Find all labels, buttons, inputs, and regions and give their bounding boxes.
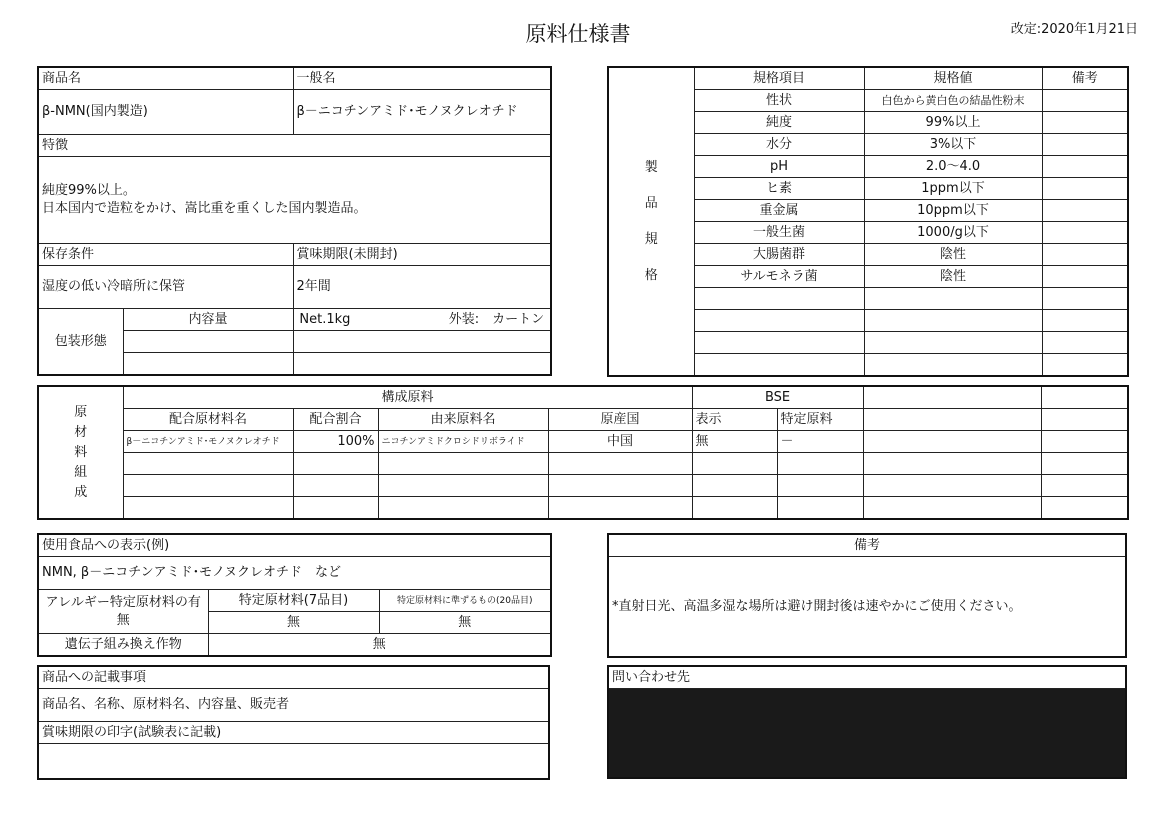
spec-side-char: 規 [644, 231, 658, 247]
materials-side-char: 材 [74, 424, 88, 440]
shelf-life-label: 賞味期限(未開封) [293, 244, 551, 266]
spec-side-label [608, 67, 694, 376]
bse-header: BSE [692, 386, 863, 409]
remarks-title: 備考 [608, 534, 1126, 557]
col-header-specific: 特定原料 [777, 409, 863, 431]
spec-item: サルモネラ菌 [694, 266, 864, 288]
spec-value: 1000/g以下 [864, 222, 1042, 244]
spec-table [607, 66, 1129, 377]
materials-side-char: 組 [74, 464, 88, 480]
product-info-table [37, 66, 552, 376]
package-notes-items: 商品名、名称、原材料名、内容量、販売者 [38, 689, 549, 722]
ingredient-ratio: 100% [293, 431, 378, 453]
features-line: 日本国内で造粒をかけ、嵩比重を重くした国内製造品。 [42, 201, 367, 216]
shelf-life-value: 2年間 [293, 266, 551, 309]
spec-side-char: 品 [644, 195, 658, 211]
expiry-print-note: 賞味期限の印字(試験表に記載) [38, 722, 549, 744]
spec-side-char: 格 [644, 267, 658, 283]
allergy-20-value: 無 [379, 612, 551, 634]
ingredient-source: ニコチンアミドクロシドリボライド [378, 431, 548, 453]
labeling-title: 使用食品への表示(例) [38, 534, 551, 557]
package-notes-title: 商品への記載事項 [38, 666, 549, 689]
remarks-text: *直射日光、高温多湿な場所は避け開封後は速やかにご使用ください。 [608, 557, 1126, 658]
spec-item: 純度 [694, 112, 864, 134]
storage-label: 保存条件 [38, 244, 293, 266]
materials-table [37, 385, 1129, 520]
outer-label: 外装: カートン [448, 311, 545, 327]
ingredient-display: 無 [692, 431, 777, 453]
spec-side-char: 製 [644, 159, 658, 175]
product-name-label: 商品名 [38, 67, 293, 90]
spec-item: 大腸菌群 [694, 244, 864, 266]
table-row [38, 431, 1128, 453]
package-notes-table [37, 665, 550, 780]
spec-value: 白色から黄白色の結晶性粉末 [864, 90, 1042, 112]
spec-value: 10ppm以下 [864, 200, 1042, 222]
labeling-example: NMN, β－ニコチンアミド･モノヌクレオチド など [38, 557, 551, 590]
packaging-values [293, 309, 551, 331]
allergy-7-label: 特定原材料(7品目) [208, 590, 379, 612]
col-header-origin: 原産国 [548, 409, 692, 431]
materials-group-header: 構成原料 [123, 386, 692, 409]
content-label: 内容量 [123, 309, 293, 331]
ingredient-specific: － [777, 431, 863, 453]
packaging-label: 包装形態 [38, 309, 123, 376]
col-header-ratio: 配合割合 [293, 409, 378, 431]
ingredient-origin: 中国 [548, 431, 692, 453]
gmo-value: 無 [208, 634, 551, 657]
spec-value: 3%以下 [864, 134, 1042, 156]
general-name-label: 一般名 [293, 67, 551, 90]
contact-title: 問い合わせ先 [608, 666, 1126, 689]
allergy-7-value: 無 [208, 612, 379, 634]
col-header-ingredient: 配合原材料名 [123, 409, 293, 431]
materials-side-char: 成 [74, 484, 88, 500]
features-text [38, 157, 551, 244]
contact-table [607, 665, 1127, 779]
spec-header-value: 規格値 [864, 67, 1042, 90]
allergy-label: アレルギー特定原材料の有無 [38, 590, 208, 634]
materials-side-char: 料 [74, 444, 88, 460]
spec-value: 99%以上 [864, 112, 1042, 134]
ingredient-name: β－ニコチンアミド･モノヌクレオチド [123, 431, 293, 453]
features-line: 純度99%以上。 [42, 183, 136, 198]
spec-value: 陰性 [864, 266, 1042, 288]
spec-item: 重金属 [694, 200, 864, 222]
gmo-label: 遺伝子組み換え作物 [38, 634, 208, 657]
spec-value: 1ppm以下 [864, 178, 1042, 200]
spec-header-item: 規格項目 [694, 67, 864, 90]
spec-value: 2.0～4.0 [864, 156, 1042, 178]
spec-item: 一般生菌 [694, 222, 864, 244]
spec-value: 陰性 [864, 244, 1042, 266]
spec-header-remarks: 備考 [1042, 67, 1128, 90]
content-value: Net.1kg [299, 311, 351, 327]
col-header-source: 由来原料名 [378, 409, 548, 431]
document-title: 原料仕様書 [525, 22, 631, 46]
general-name-value: β－ニコチンアミド･モノヌクレオチド [293, 90, 551, 135]
features-label: 特徴 [38, 135, 551, 157]
storage-value: 湿度の低い冷暗所に保管 [38, 266, 293, 309]
revision-date: 改定:2020年1月21日 [1010, 22, 1138, 37]
contact-redacted [608, 689, 1126, 779]
materials-side-label [38, 386, 123, 519]
spec-item: ヒ素 [694, 178, 864, 200]
materials-side-char: 原 [74, 404, 88, 420]
product-name-value: β-NMN(国内製造) [38, 90, 293, 135]
labeling-table [37, 533, 552, 657]
spec-item: 水分 [694, 134, 864, 156]
spec-item: pH [694, 156, 864, 178]
allergy-20-label: 特定原材料に準ずるもの(20品目) [379, 590, 551, 612]
spec-item: 性状 [694, 90, 864, 112]
remarks-table [607, 533, 1127, 658]
col-header-display: 表示 [692, 409, 777, 431]
